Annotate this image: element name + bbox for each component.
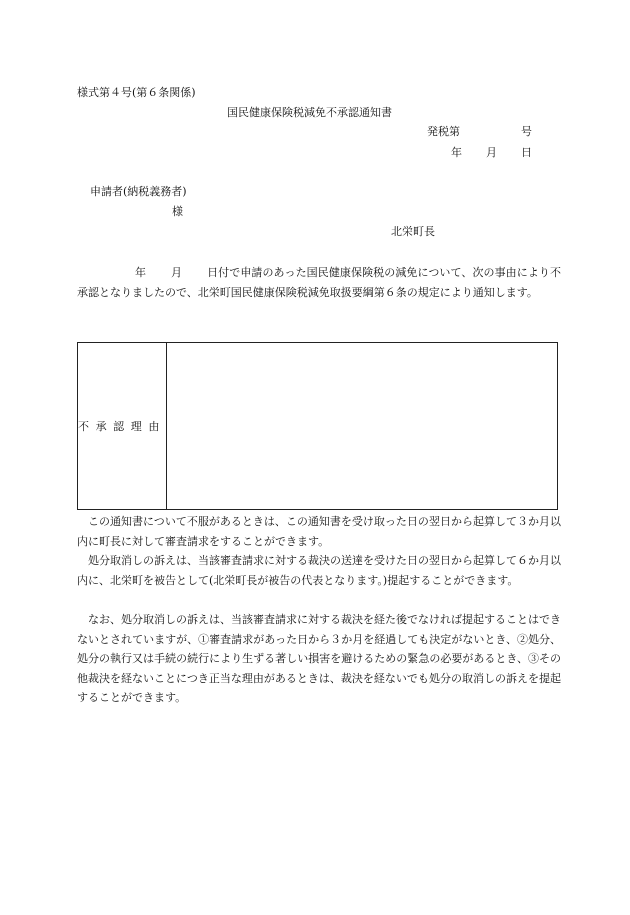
document-title: 国民健康保険税減免不承認通知書 (227, 106, 392, 119)
issue-date-year: 年 (451, 146, 462, 159)
issue-date-month: 月 (486, 146, 497, 159)
sender-name: 北栄町長 (391, 225, 435, 238)
form-number: 様式第４号(第６条関係) (77, 86, 196, 99)
intro-text: 日付で申請のあった国民健康保険税の減免について、次の事由により不承認となりましたので、北栄町国民健康保険税減免取扱要綱第６条の規定により通知します。 (77, 266, 561, 299)
issue-number-prefix: 発税第 (427, 125, 460, 138)
note-exceptions: なお、処分取消しの訴えは、当該審査請求に対する裁決を経た後でなければ提起することはできないとされていますが、①審査請求があった日から３か月を経過しても決定がないとき、②処分、処分の執行又は手続の続行により生ずる著しい損害を避けるための緊急の必要があるとき、③その他裁決を経ないことにつき正当な理由があるときは、裁決を経ないでも処分の取消しの訴えを提起することができます。 (77, 613, 561, 704)
reason-label: 不承認理由 (78, 343, 167, 510)
intro-paragraph (77, 263, 561, 302)
note-lawsuit: 処分取消しの訴えは、当該審査請求に対する裁決の送達を受けた日の翌日から起算して６か月以内に、北栄町を被告として(北栄町長が被告の代表となります。)提起することができます。 (77, 554, 561, 587)
reason-content (167, 343, 558, 510)
note-appeal: この通知書について不服があるときは、この通知書を受け取った日の翌日から起算して３か月以内に町長に対して審査請求をすることができます。 (77, 515, 561, 548)
reason-table (77, 342, 558, 510)
intro-date-year: 年 (135, 266, 146, 279)
intro-date-month: 月 (171, 266, 182, 279)
issue-date-day: 日 (521, 146, 532, 159)
addressee-label: 申請者(納税義務者) (90, 185, 187, 198)
addressee-honorific: 様 (172, 205, 183, 218)
issue-number-suffix: 号 (521, 125, 532, 138)
